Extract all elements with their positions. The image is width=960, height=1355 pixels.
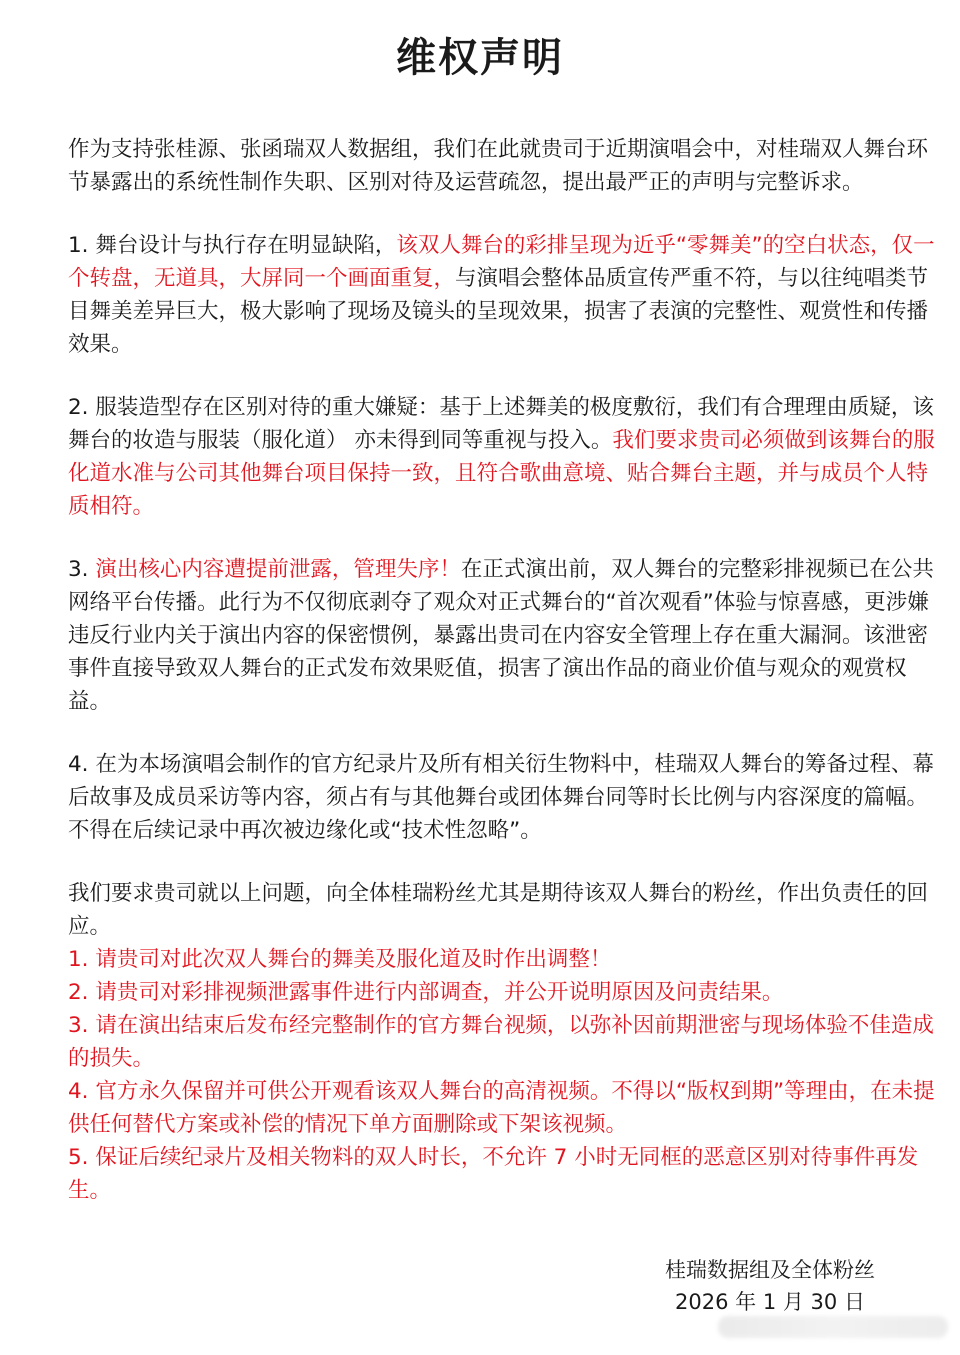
body-text: 3. <box>68 557 96 582</box>
intro-paragraph: 作为支持张桂源、张函瑞双人数据组，我们在此就贵司于近期演唱会中，对桂瑞双人舞台环节暴露出的系统性制作失职、区别对待及运营疏忽，提出最严正的声明与完整诉求。 <box>68 137 929 195</box>
demand-item: 2. 请贵司对彩排视频泄露事件进行内部调查，并公开说明原因及问责结果。 <box>68 980 784 1005</box>
signature-block <box>620 1254 920 1318</box>
highlighted-text: 演出核心内容遭提前泄露，管理失序！ <box>95 557 461 582</box>
blurred-watermark <box>718 1316 948 1338</box>
point-paragraph <box>68 391 936 523</box>
demand-item: 1. 请贵司对此次双人舞台的舞美及服化道及时作出调整！ <box>68 947 612 972</box>
point-paragraph <box>68 553 936 718</box>
demand-item: 4. 官方永久保留并可供公开观看该双人舞台的高清视频。不得以“版权到期”等理由，在未提供任何替代方案或补偿的情况下单方面删除或下架该视频。 <box>68 1079 935 1137</box>
point-paragraph <box>68 748 936 847</box>
body-text: 在正式演出前，双人舞台的完整彩排视频已在公共网络平台传播。此行为不仅彻底剥夺了观众对正式舞台的“首次观看”体验与惊喜感，更涉嫌违反行业内关于演出内容的保密惯例，暴露出贵司在内容安全管理上存在重大漏洞。该泄密事件直接导致双人舞台的正式发布效果贬值，损害了演出作品的商业价值与观众的观赏权益。 <box>68 557 934 714</box>
signature-author: 桂瑞数据组及全体粉丝 <box>665 1258 875 1282</box>
body-text: 与演唱会整体品质宣传严重不符，与以往纯唱类节目舞美差异巨大，极大影响了现场及镜头的呈现效果，损害了表演的完整性、观赏性和传播效果。 <box>68 266 929 357</box>
point-paragraph <box>68 229 936 361</box>
demand-item: 3. 请在演出结束后发布经完整制作的官方舞台视频，以弥补因前期泄密与现场体验不佳造成的损失。 <box>68 1013 934 1071</box>
demands-list <box>68 943 936 1207</box>
body-text: 2. 服装造型存在区别对待的重大嫌疑：基于上述舞美的极度敷衍，我们有合理理由质疑，该舞台的妆造与服装（服化道） 亦未得到同等重视与投入。 <box>68 395 934 453</box>
demand-item: 5. 保证后续纪录片及相关物料的双人时长，不允许 7 小时无同框的恶意区别对待事件再发生。 <box>68 1145 919 1203</box>
points-list <box>68 229 936 847</box>
statement-body <box>68 133 936 1207</box>
highlighted-text: 该双人舞台的彩排呈现为近乎“零舞美”的空白状态，仅一个转盘，无道具，大屏同一个画面重复， <box>68 233 935 291</box>
signature-date: 2026 年 1 月 30 日 <box>675 1290 865 1314</box>
closing-paragraph: 我们要求贵司就以上问题，向全体桂瑞粉丝尤其是期待该双人舞台的粉丝，作出负责任的回应。 <box>68 881 929 939</box>
body-text: 4. 在为本场演唱会制作的官方纪录片及所有相关衍生物料中，桂瑞双人舞台的筹备过程、幕后故事及成员采访等内容，须占有与其他舞台或团体舞台同等时长比例与内容深度的篇幅。不得在后续记录中再次被边缘化或“技术性忽略”。 <box>68 752 934 843</box>
page-title: 维权声明 <box>396 35 564 81</box>
body-text: 1. 舞台设计与执行存在明显缺陷， <box>68 233 397 258</box>
highlighted-text: 我们要求贵司必须做到该舞台的服化道水准与公司其他舞台项目保持一致，且符合歌曲意境、贴合舞台主题，并与成员个人特质相符。 <box>68 428 935 519</box>
